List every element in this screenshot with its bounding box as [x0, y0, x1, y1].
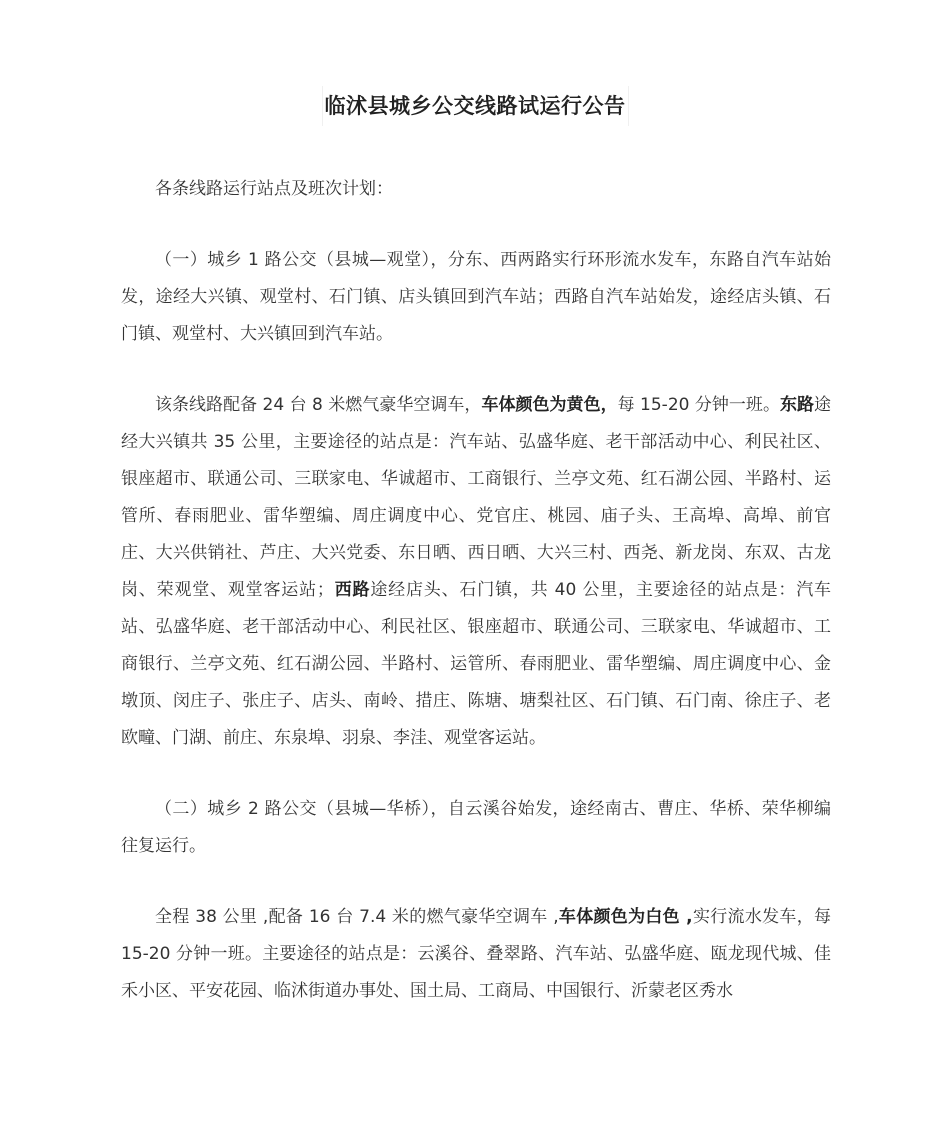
document-body	[121, 171, 831, 1010]
route2-stops: 主要途径的站点是：云溪谷、叠翠路、汽车站、弘盛华庭、瓯龙现代城、佳禾小区、平安花园、临沭街道办事处、国土局、工商局、中国银行、沂蒙老区秀水	[121, 944, 832, 1001]
route1-west-stops: 途经店头、石门镇，共 40 公里，主要途径的站点是：汽车站、弘盛华庭、老干部活动中心、利民社区、银座超市、联通公司、三联家电、华诚超市、工商银行、兰亭文苑、红石湖公园、半路村、运管所、春雨肥业、雷华塑编、周庄调度中心、金墩顶、闵庄子、张庄子、店头、南岭、措庄、陈塘、塘梨社区、石门镇、石门南、徐庄子、老欧疃、门湖、前庄、东泉埠、羽泉、李洼、观堂客运站。	[121, 580, 832, 748]
route1-fleet-text: 该条线路配备 24 台 8 米燃气豪华空调车，	[155, 395, 482, 415]
route2-heading-paragraph: （二）城乡 2 路公交（县城—华桥），自云溪谷始发，途经南古、曹庄、华桥、荣华柳编往复运行。	[121, 799, 831, 856]
route2-fleet-text: 全程 38 公里 ,配备 16 台 7.4 米的燃气豪华空调车 ,	[155, 907, 559, 927]
route1-heading-paragraph: （一）城乡 1 路公交（县城—观堂），分东、西两路实行环形流水发车，东路自汽车站始发，途经大兴镇、观堂村、石门镇、店头镇回到汽车站；西路自汽车站始发，途经店头镇、石门镇、观堂村、大兴镇回到汽车站。	[121, 250, 831, 344]
route2-detail-paragraph	[121, 899, 831, 1010]
paragraph-spacer	[121, 865, 831, 899]
route1-frequency-text: 每 15-20 分钟一班。	[617, 395, 780, 415]
route2-color-note: 车体颜色为白色 ,	[558, 907, 693, 927]
document-title: 临沭县城乡公交线路试运行公告	[322, 86, 629, 126]
paragraph-spacer	[121, 757, 831, 791]
route1-west-label: 西路	[333, 580, 371, 600]
route1-color-note: 车体颜色为黄色，	[481, 395, 618, 415]
route1-east-label: 东路	[779, 395, 815, 415]
route2-frequency-text: 实行流水发车，每 15-20 分钟一班。	[121, 907, 831, 964]
paragraph-spacer	[121, 208, 831, 242]
intro-paragraph: 各条线路运行站点及班次计划：	[155, 179, 393, 199]
route1-detail-paragraph	[121, 387, 831, 757]
paragraph-spacer	[121, 353, 831, 387]
title-container	[0, 86, 950, 126]
route1-east-stops: 途经大兴镇共 35 公里，主要途径的站点是：汽车站、弘盛华庭、老干部活动中心、利民社区、银座超市、联通公司、三联家电、华诚超市、工商银行、兰亭文苑、红石湖公园、半路村、运管所、春雨肥业、雷华塑编、周庄调度中心、党官庄、桃园、庙子头、王高埠、高埠、前官庄、大兴供销社、芦庄、大兴党委、东日晒、西日晒、大兴三村、西尧、新龙岗、东双、古龙岗、荣观堂、观堂客运站；	[121, 395, 832, 600]
